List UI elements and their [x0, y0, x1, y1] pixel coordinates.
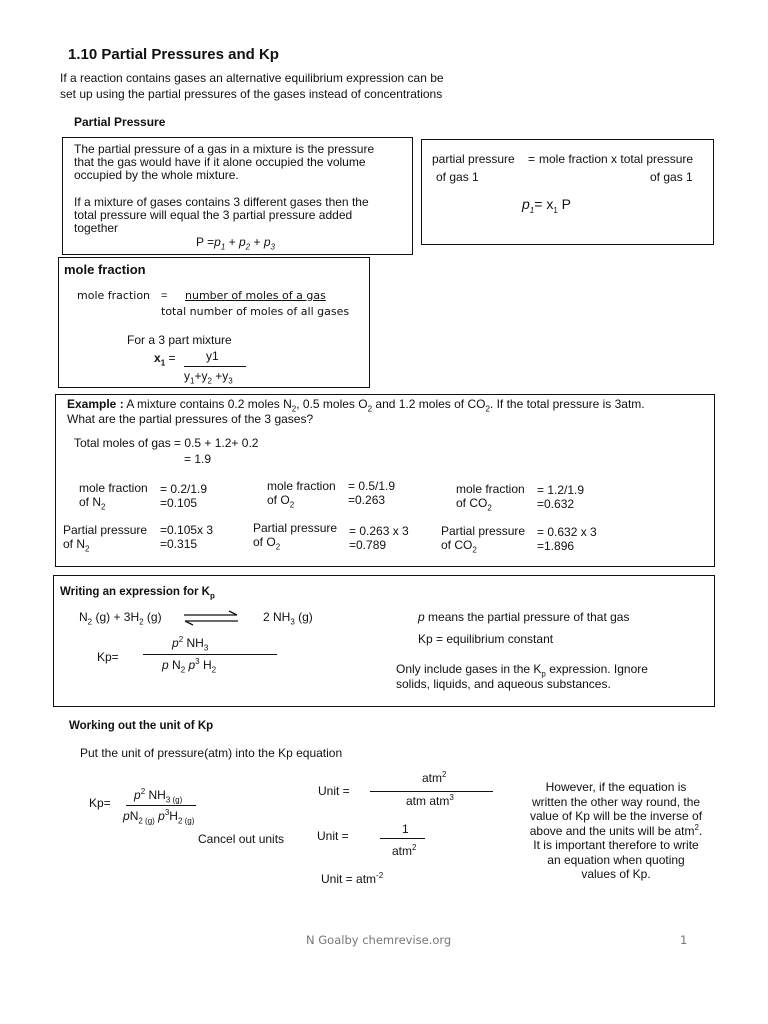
reaction-products: 2 $NH_3$ (g) [263, 610, 313, 627]
mf-co2-label: mole fraction of $CO_2$ [456, 482, 525, 513]
pp-o2-label: Partial pressure of $O_2$ [253, 521, 338, 552]
example-line-1: Example : A mixture contains 0.2 moles $N_2$, 0.5 moles $O_2$ and 1.2 moles of $CO_2$. If the total pressure is 3atm. [67, 397, 645, 414]
mixture-line-2: total pressure will equal the 3 partial pressure added [74, 208, 353, 222]
mf-o2-label: mole fraction of $O_2$ [267, 479, 336, 510]
example-line-2: What are the partial pressures of the 3 gases? [67, 412, 314, 426]
mixture-line-3: together [74, 221, 119, 235]
units-kp-fraction-bar [126, 805, 196, 806]
unit-2-numerator: 1 [402, 822, 409, 836]
mixture-line-1: If a mixture of gases contains 3 different gases then the [74, 195, 369, 209]
unit-1-label: Unit = [318, 784, 350, 798]
mole-fraction-equals: = [161, 290, 168, 302]
mf-o2-value: = 0.5/1.9 =0.263 [348, 479, 396, 507]
x1-denominator: $y_1+y_2 +y_3$ [184, 369, 233, 386]
pp-n2-label: Partial pressure of $N_2$ [63, 523, 148, 554]
unit-2-label: Unit = [317, 829, 349, 843]
intro-line-2: set up using the partial pressures of the gases instead of concentrations [60, 87, 443, 101]
three-part-mixture: For a 3 part mixture [127, 333, 232, 347]
partial-pressure-heading: Partial Pressure [74, 115, 166, 129]
mole-fraction-label: mole fraction [77, 289, 151, 302]
mole-fraction-heading: mole fraction [64, 262, 146, 277]
units-kp-numerator: $p^2$ $NH_{3 (g)}$ [134, 787, 183, 805]
equilibrium-arrows-icon [182, 610, 240, 626]
kp-fraction-bar [143, 654, 277, 655]
footer-author: N Goalby chemrevise.org [306, 933, 452, 947]
x1-numerator: y1 [206, 349, 219, 363]
pp-formula-equals: = [528, 152, 536, 166]
kp-label: Kp= [97, 650, 119, 664]
pp-co2-value: = 0.632 x 3 =1.896 [537, 525, 597, 553]
units-heading: Working out the unit of Kp [69, 720, 214, 732]
unit-1-fraction-bar [370, 791, 493, 792]
pp-formula-rhs: mole fraction x total pressure [539, 152, 694, 166]
pp-formula-of-gas-right: of gas 1 [650, 170, 693, 184]
mf-co2-value: = 1.2/1.9 =0.632 [537, 483, 585, 511]
p1-equation: $p_1= x_1$ P [522, 196, 572, 215]
cancel-units: Cancel out units [198, 832, 285, 846]
only-gases-line-1: Only include gases in the $K_p$ expression. Ignore [396, 662, 648, 679]
mole-fraction-denominator: total number of moles of all gases [161, 305, 350, 318]
units-note: However, if the equation is written the other way round, the value of Kp will be the inverse of above and the units will be atm$^2$. It is important therefore to write an equation when quoting values of Kp. [529, 780, 703, 881]
definition-line-3: occupied by the whole mixture. [74, 168, 239, 182]
units-kp-label: Kp= [89, 796, 111, 810]
total-moles-result: = 1.9 [184, 452, 212, 466]
pp-n2-value: =0.105x 3 =0.315 [160, 523, 214, 551]
pp-co2-label: Partial pressure of $CO_2$ [441, 524, 526, 555]
x1-label: $x_1$ = [154, 351, 176, 368]
unit-1-denominator: atm atm$^3$ [406, 793, 454, 808]
total-moles: Total moles of gas = 0.5 + 1.2+ 0.2 [74, 436, 259, 450]
final-unit: Unit = atm$^{-2}$ [321, 871, 384, 886]
kp-numerator: $p^2$ $NH_3$ [172, 635, 209, 653]
page-title: 1.10 Partial Pressures and Kp [68, 46, 279, 63]
definition-line-1: The partial pressure of a gas in a mixture is the pressure [74, 142, 375, 156]
x1-fraction-bar [184, 366, 246, 367]
reaction-reactants: $N_2$ $(g) + 3H_2$ (g) [79, 610, 162, 627]
pp-o2-value: = 0.263 x 3 =0.789 [349, 524, 409, 552]
unit-2-fraction-bar [380, 838, 425, 839]
total-pressure-equation: $P =p_1 + p_2 + p_3$ [196, 235, 275, 252]
mf-n2-label: mole fraction of $N_2$ [79, 481, 148, 512]
pp-formula-of-gas-left: of gas 1 [436, 170, 479, 184]
kp-denominator: p $N_2$ $p^3$ $H_2$ [162, 657, 217, 675]
mole-fraction-numerator: number of moles of a gas [185, 289, 326, 302]
units-instruction: Put the unit of pressure(atm) into the Kp equation [80, 746, 343, 760]
pp-formula-label: partial pressure [432, 152, 515, 166]
mf-n2-value: = 0.2/1.9 =0.105 [160, 482, 208, 510]
kp-expression-heading: Writing an expression for $K_p$ [60, 586, 215, 601]
unit-1-numerator: atm$^2$ [422, 770, 447, 785]
p-meaning: p means the partial pressure of that gas [418, 610, 630, 624]
definition-line-2: that the gas would have if it alone occupied the volume [74, 155, 366, 169]
kp-constant: Kp = equilibrium constant [418, 632, 554, 646]
units-kp-denominator: $pN_{2 (g)}$ $p^3H_{2 (g)}$ [123, 808, 195, 826]
page-number: 1 [680, 933, 688, 947]
only-gases-line-2: solids, liquids, and aqueous substances. [396, 677, 611, 691]
unit-2-denominator: atm$^2$ [392, 843, 417, 858]
intro-line-1: If a reaction contains gases an alternative equilibrium expression can be [60, 71, 444, 85]
